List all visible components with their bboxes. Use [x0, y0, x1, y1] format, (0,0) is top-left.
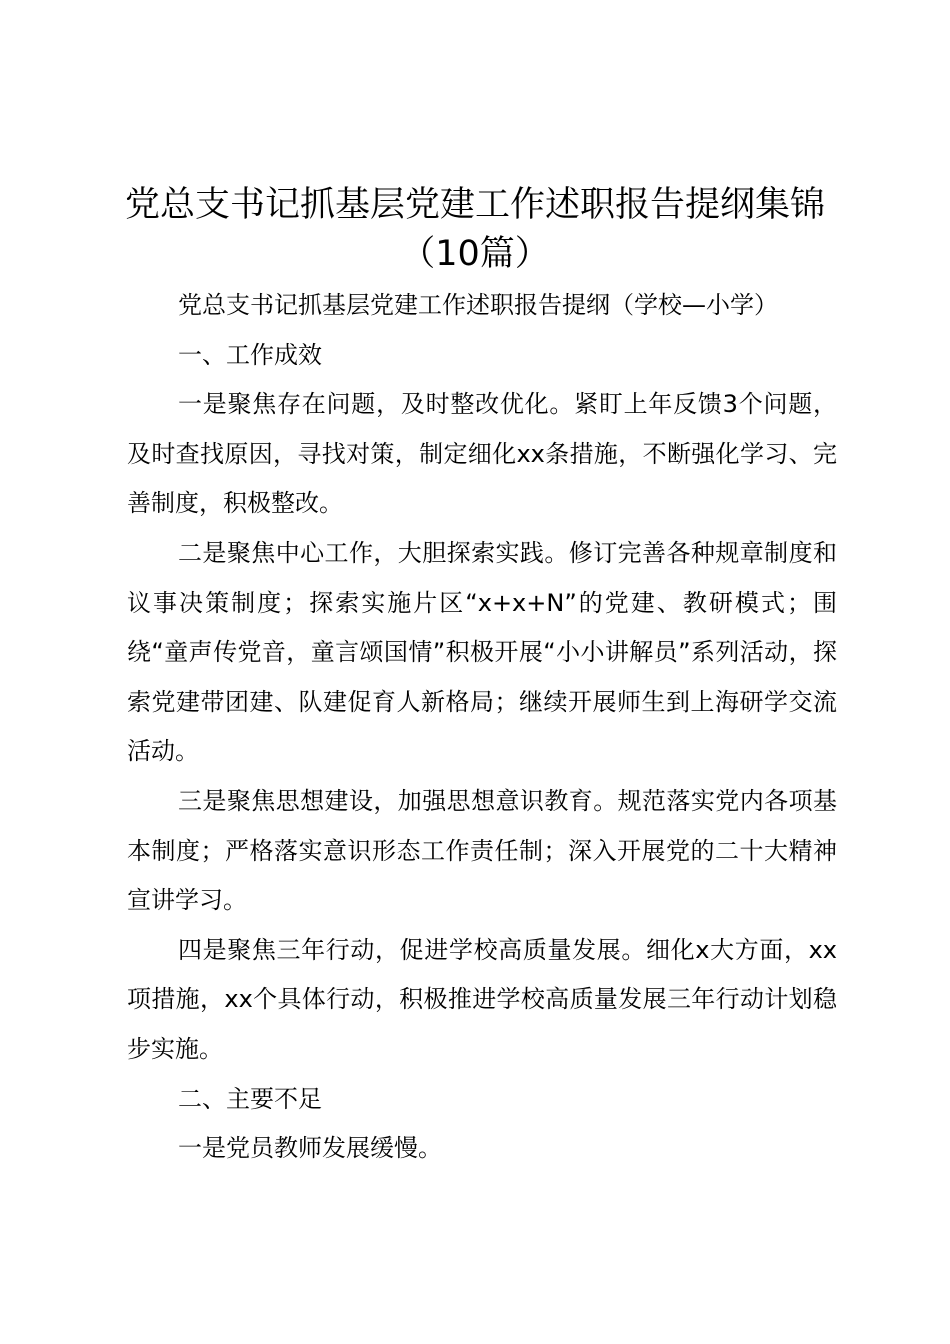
paragraph-item-1: 一是聚焦存在问题，及时整改优化。紧盯上年反馈3个问题，及时查找原因，寻找对策，制定细化xx条措施，不断强化学习、完善制度，积极整改。 [127, 390, 837, 518]
shortcoming-item-1: 一是党员教师发展缓慢。 [178, 1134, 442, 1163]
document-subtitle: 党总支书记抓基层党建工作述职报告提纲（学校—小学） [178, 291, 778, 319]
document-body [127, 281, 837, 1174]
section-heading-achievements: 一、工作成效 [178, 340, 322, 369]
paragraph-item-4: 四是聚焦三年行动，促进学校高质量发展。细化x大方面，xx项措施，xx个具体行动，积极推进学校高质量发展三年行动计划稳步实施。 [127, 935, 837, 1063]
paragraph-item-2: 二是聚焦中心工作，大胆探索实践。修订完善各种规章制度和议事决策制度；探索实施片区“x+x+N”的党建、教研模式；围绕“童声传党音，童言颂国情”积极开展“小小讲解员”系列活动，探索党建带团建、队建促育人新格局；继续开展师生到上海研学交流活动。 [127, 538, 837, 766]
document-title: 党总支书记抓基层党建工作述职报告提纲集锦 [124, 185, 825, 225]
document-title-count: （10篇） [400, 234, 550, 274]
section-heading-shortcomings: 二、主要不足 [178, 1084, 322, 1113]
paragraph-item-3: 三是聚焦思想建设，加强思想意识教育。规范落实党内各项基本制度；严格落实意识形态工作责任制；深入开展党的二十大精神宣讲学习。 [127, 786, 837, 915]
